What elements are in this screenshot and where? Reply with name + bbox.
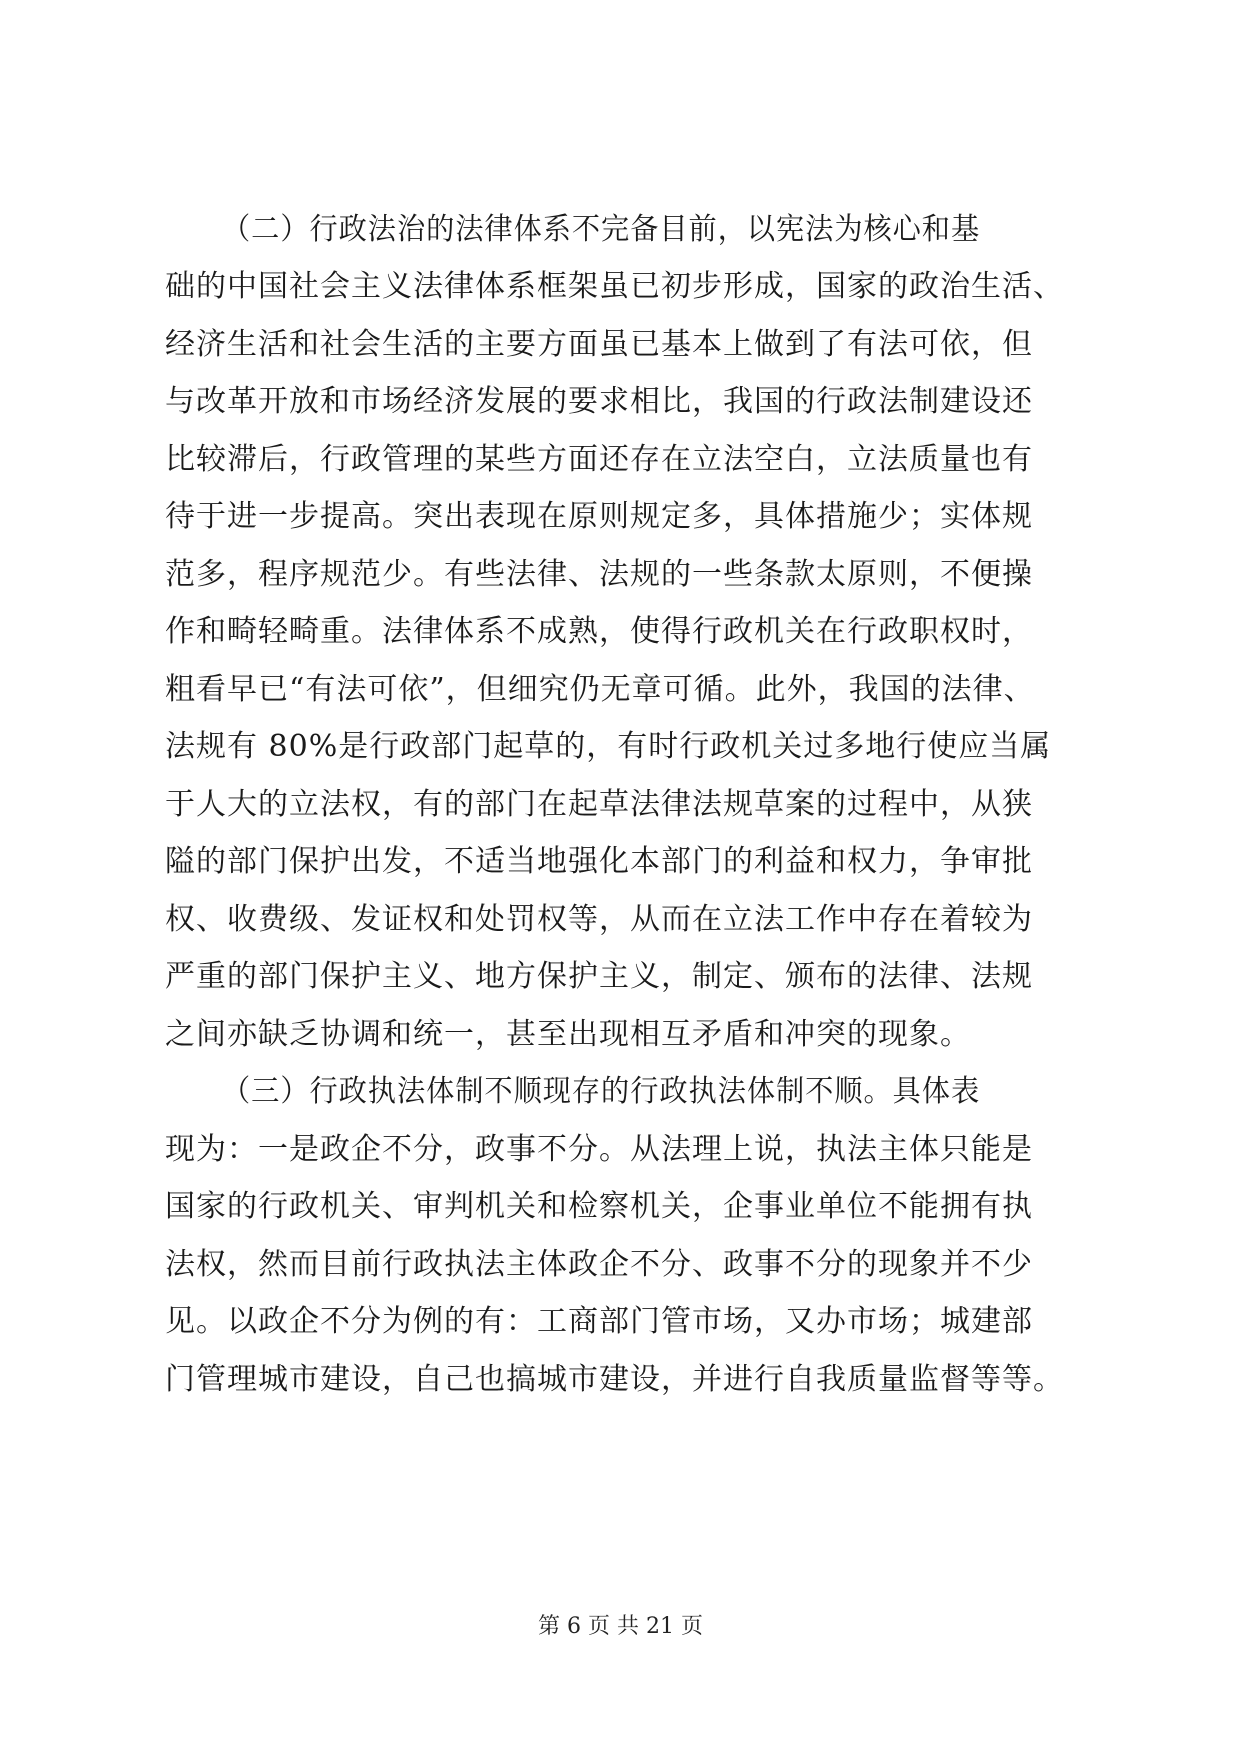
text-line: 国家的行政机关、审判机关和检察机关，企事业单位不能拥有执 <box>165 1189 1033 1224</box>
text-line: 础的中国社会主义法律体系框架虽已初步形成，国家的政治生活、 <box>165 269 1064 304</box>
text-line: 于人大的立法权，有的部门在起草法律法规草案的过程中，从狭 <box>165 787 1033 822</box>
text-line: 经济生活和社会生活的主要方面虽已基本上做到了有法可依，但 <box>165 327 1033 362</box>
text-line: 隘的部门保护出发，不适当地强化本部门的利益和权力，争审批 <box>165 844 1033 879</box>
text-line: 严重的部门保护主义、地方保护主义，制定、颁布的法律、法规 <box>165 959 1033 994</box>
text-line: 比较滞后，行政管理的某些方面还存在立法空白，立法质量也有 <box>165 442 1033 477</box>
text-line: 门管理城市建设，自己也搞城市建设，并进行自我质量监督等等。 <box>165 1362 1064 1397</box>
text-line: 现为：一是政企不分，政事不分。从法理上说，执法主体只能是 <box>165 1132 1033 1167</box>
text-line: 法权，然而目前行政执法主体政企不分、政事不分的现象并不少 <box>165 1247 1033 1282</box>
text-line: （二）行政法治的法律体系不完备目前，以宪法为核心和基 <box>222 212 981 247</box>
text-line: （三）行政执法体制不顺现存的行政执法体制不顺。具体表 <box>222 1074 981 1109</box>
text-line: 作和畸轻畸重。法律体系不成熟，使得行政机关在行政职权时， <box>165 614 1033 649</box>
text-line: 之间亦缺乏协调和统一，甚至出现相互矛盾和冲突的现象。 <box>165 1017 971 1052</box>
text-line: 见。以政企不分为例的有：工商部门管市场，又办市场；城建部 <box>165 1304 1033 1339</box>
text-line: 粗看早已“有法可依”，但细究仍无章可循。此外，我国的法律、 <box>165 672 1035 707</box>
text-line: 法规有 80%是行政部门起草的，有时行政机关过多地行使应当属 <box>165 729 1052 764</box>
text-line: 待于进一步提高。突出表现在原则规定多，具体措施少；实体规 <box>165 499 1033 534</box>
text-line: 权、收费级、发证权和处罚权等，从而在立法工作中存在着较为 <box>165 902 1033 937</box>
text-line: 与改革开放和市场经济发展的要求相比，我国的行政法制建设还 <box>165 384 1033 419</box>
page-number-footer: 第 6 页 共 21 页 <box>538 1614 703 1639</box>
text-line: 范多，程序规范少。有些法律、法规的一些条款太原则，不便操 <box>165 557 1033 592</box>
